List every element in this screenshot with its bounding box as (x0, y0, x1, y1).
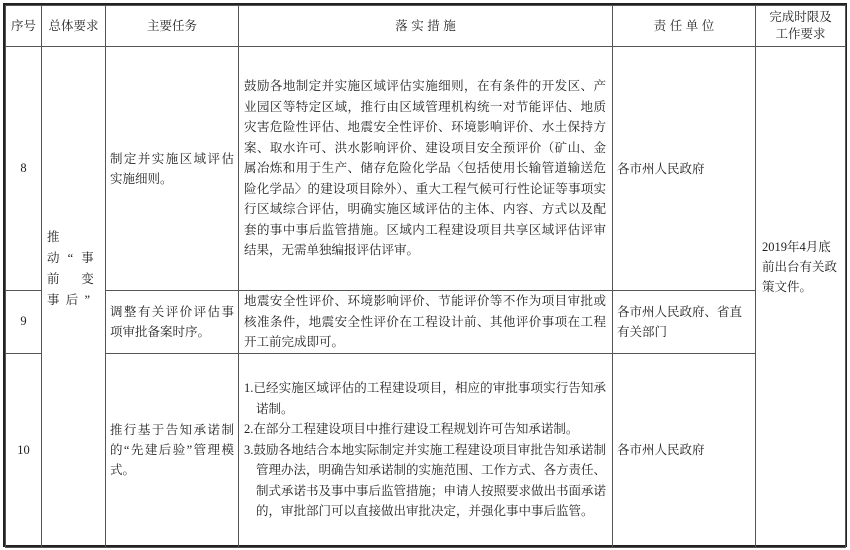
measure-item: 3.鼓励各地结合本地实际制定并实施工程建设项目审批告知承诺制管理办法，明确告知承诺制的实施范围、工作方式、各方责任、制式承诺书及事中事后监管措施；申请人按照要求做出书面承诺的，审批部门可以直接做出审批决定，并强化事中事后监管。 (244, 442, 607, 519)
measure-item: 地震安全性评价、环境影响评价、节能评价等不作为项目审批或核准条件，地震安全性评价在工程设计前、其他评价事项在工程开工前完成即可。 (244, 294, 606, 349)
measures-cell (239, 47, 613, 291)
main-task-cell: 推行基于告知承诺制的“先建后验”管理模式。 (106, 353, 239, 547)
header-main-task: 主要任务 (106, 6, 239, 47)
general-requirement-text: 推动“事前变事后” (47, 229, 100, 307)
policy-table (5, 5, 846, 548)
header-measures: 落 实 措 施 (239, 6, 613, 47)
main-task-cell: 制定并实施区域评估实施细则。 (106, 47, 239, 291)
row-number: 10 (6, 353, 42, 547)
document-table-frame (3, 3, 847, 547)
header-responsible-unit: 责 任 单 位 (613, 6, 756, 47)
row-number: 9 (6, 291, 42, 354)
row-number: 8 (6, 47, 42, 291)
measures-cell (239, 353, 613, 547)
table-row (6, 353, 846, 547)
general-requirement-cell (42, 47, 106, 548)
header-deadline (756, 6, 846, 47)
table-row (6, 291, 846, 354)
main-task-cell: 调整有关评价评估事项审批备案时序。 (106, 291, 239, 354)
header-deadline-text: 完成时限及 工作要求 (769, 10, 832, 41)
responsible-unit-cell: 各市州人民政府 (613, 353, 756, 547)
deadline-text: 2019年4月底前出台有关政策文件。 (762, 239, 838, 294)
responsible-unit-cell: 各市州人民政府 (613, 47, 756, 291)
measure-item: 鼓励各地制定并实施区域评估实施细则，在有条件的开发区、产业园区等特定区域，推行由区域管理机构统一对节能评估、地质灾害危险性评估、地震安全性评价、环境影响评价、水土保持方案、取水许可、洪水影响评价、建设项目安全预评价（矿山、金属冶炼和用于生产、储存危险化学品〈包括使用长输管道输送危险化学品〉的建设项目除外）、重大工程气候可行性论证等事项实行区域综合评估，明确实施区域评估的主体、内容、方式以及配套的事中事后监管措施。区域内工程建设项目共享区域评估评审结果，无需单独编报评估评审。 (244, 79, 606, 258)
header-no: 序号 (6, 6, 42, 47)
deadline-cell (756, 47, 846, 548)
table-header-row (6, 6, 846, 47)
measures-cell (239, 291, 613, 354)
table-row (6, 47, 846, 291)
measure-item: 2.在部分工程建设项目中推行建设工程规划许可告知承诺制。 (244, 422, 579, 437)
header-general-requirement: 总体要求 (42, 6, 106, 47)
measure-item: 1.已经实施区域评估的工程建设项目，相应的审批事项实行告知承诺制。 (244, 381, 606, 416)
responsible-unit-cell: 各市州人民政府、省直有关部门 (613, 291, 756, 354)
